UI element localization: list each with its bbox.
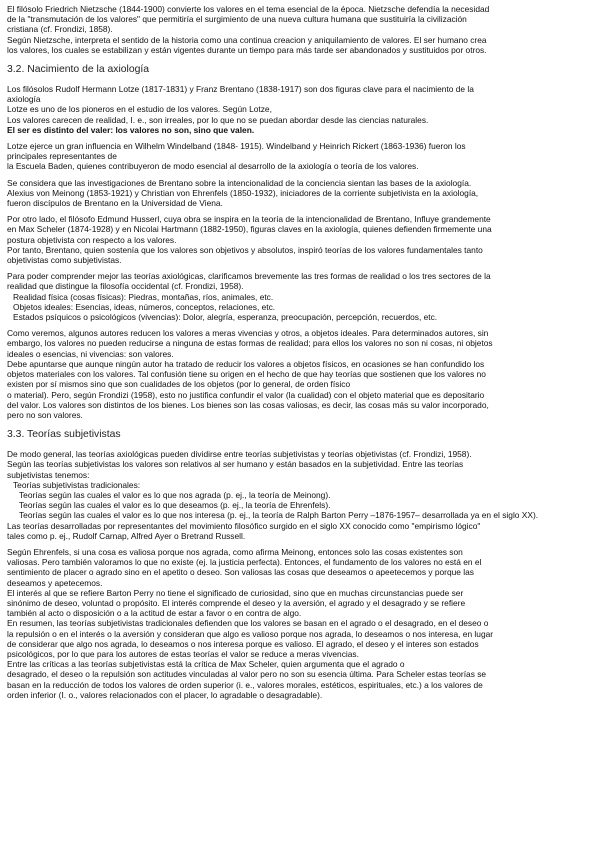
paragraph-ehrenfels: Según Ehrenfels, si una cosa es valiosa porque nos agrada, como afirma Meinong, entonces solo las cosas existentes son valiosas. Pero también valoramos lo que no existe (ej. la justicia perfecta). Entonces, el fundamento de los valores no está en el sentimiento de placer o agrado sino en el apetito o deseo. Son valiosas las cosas que deseamos o apeetecemos y porque las deseamos y apetecemos. El interés al que se refiere Barton Perry no tiene el significado de curiosidad, sino que en muchas circunstancias puede ser sinónimo de deseo, voluntad o propósito. El interés comprende el deseo y la aversión, el agrado y el desagrado y se refiere también al acto o disposición o a la actitud de estar a favor o en contra de algo. En resumen, las teorías subjetivistas tradicionales defienden que los valores se basan en el agrado o el desagrado, en el deseo o la repulsión o en el interés o la aversión y consideran que algo es valioso porque nos agrada, lo deseamos o nos interesa, en lugar de considerar que algo nos agrada, lo deseamos o nos interesa porque es valioso. El agrado, el deseo y el interes son estados psicológicos, por lo que para los autores de estas teorías el valor se reduce a meras vivencias. Entre las críticas a las teorías subjetivistas está la crítica de Max Scheler, quien argumenta que el agrado o desagrado, el deseo o la repulsión son actitudes vinculadas al valor pero no son su esencia última. Para Scheler estas teorías se basan en la reducción de todos los valores de orden superior (i. e., valores morales, estéticos, espirituales, etc.) a los valores de orden inferior (I. o., valores relacionados con el placer, lo agradable o desagradable). (7, 546, 494, 700)
paragraph-investigaciones: Se considera que las investigaciones de Brentano sobre la intencionalidad de la conciencia sientan las bases de la axiología. Alexius von Meinong (1853-1921) y Christian von Ehrenfels (1850-1932), iniciadores de la corriente subjetivista en la axiología, fueron discípulos de Brentano en la Universidad de Viena. (7, 177, 479, 209)
section-heading-3-2: 3.2. Nacimiento de la axiología (7, 64, 150, 76)
paragraph-nietzsche: El filósolo Friedrich Nietzsche (1844-1900) convierte los valores en el tema esencial de la época. Nietzsche defendía la necesidad de la "transmutación de los valores" que permitiría el surgimiento de una nueva cultura humana que sustituiría la civilización cristiana (cf. Frondizi, 1858). Según Nietzsche, interpreta el sentido de la historia como una continua creacion y aniquilamiento de valores. El ser humano crea los valores, los cuales se estabilizan y están vigentes durante un tiempo para más tarde ser abandonados y sustituidos por otros. (7, 4, 490, 55)
paragraph-reduccion: Como veremos, algunos autores reducen los valores a meras vivencias y otros, a objetos ideales. Para determinados autores, sin embargo, los valores no pueden reducirse a ninguna de estas formas de realidad; para ellos los valores no son ni cosas, ni objetos ideales o esencias, ni vivencias: son valores. Debe apuntarse que aunque ningún autor ha tratado de reducir los valores a objetos físicos, en ocasiones se han confundido los objetos materiales con los valores. Tal confusión tiene su origen en el hecho de que hay teorías que sostienen que los valores no existen por sí mismos sino que son cualidades de los objetos (por lo general, de orden físico o material). Pero, según Frondizi (1958), esto no justifica confundir el valor (la cualidad) con el objeto material que es depositario del valor. Los valores son distintos de los bienes. Los bienes son las cosas valiosas, es decir, las cosas más su valor incorporado, pero no son valores. (7, 328, 493, 420)
paragraph-husserl: Por otro lado, el filósofo Edmund Husserl, cuya obra se inspira en la teoría de la intencionalidad de Brentano, Influye grandemente en Max Scheler (1874-1928) y en Nicolai Hartmann (1882-1950), figuras claves en la axiología, quienes defienden firmemente una postura objetivista con respecto a los valores. Por tanto, Brentano, quien sostenía que los valores son objetivos y absolutos, inspiró teorías de los valores fundamentales tanto objetivistas como subjetivistas. (7, 214, 492, 266)
paragraph-windelband: Lotze ejerce un gran influencia en Wilhelm Windelband (1848- 1915). Windelband y Heinrich Rickert (1863-1936) fueron los principales representantes de la Escuela Baden, quienes contribuyeron de modo esencial al desarrollo de la axiología o teoría de los valores. (7, 141, 466, 172)
paragraph-lotze-brentano: Los filósolos Rudolf Hermann Lotze (1817-1831) y Franz Brentano (1838-1917) son dos figuras clave para el nacimiento de la axiología Lotze es uno de los pioneros en el estudio de los valores. Según Lotze, Los valores carecen de realidad, I. e., son irreales, por lo que no se puedan abordar desde las ciencias naturales. El ser es distinto del valer: los valores no son, sino que valen. (7, 84, 474, 135)
paragraph-teorias: De modo general, las teorías axiológicas pueden dividirse entre teorías subjetivistas y teorías objetivistas (cf. Frondizi, 1958). Según las teorías subjetivistas los valores son relativos al ser humano y están basados en la subjetividad. Entre las teorías subjetivistas tenemos: Teorías subjetivistas tradicionales: Teorías según las cuales el valor es lo que nos agrada (p. ej., la teoría de Meinong). Teorías según las cuales el valor es lo que deseamos (p. ej., la teoría de Ehrenfels). Teorías según las cuales el valor es lo que nos interesa (p. ej., la teoría de Ralph Barton Perry –1876-1957– desarrollada ya en el siglo XX). Las teorías desarrolladas por representantes del movimiento filosófico surgido en el siglo XX conocido como "empirismo lógico" tales como p. ej., Rudolf Carnap, Alfred Ayer o Bretrand Russell. (7, 449, 539, 541)
paragraph-formas-realidad: Para poder comprender mejor las teorías axiológicas, clarificamos brevemente las tres formas de realidad o los tres sectores de la realidad que distingue la filosofía occidental (cf. Frondizi, 1958). Realidad física (cosas físicas): Piedras, montañas, ríos, animales, etc. Objetos ideales: Esencias, ideas, números, conceptos, relaciones, etc. Estados psíquicos o psicológicos (vivencias): Dolor, alegría, esperanza, preocupación, percepción, recuerdos, etc. (7, 271, 491, 323)
section-heading-3-3: 3.3. Teorías subjetivistas (7, 429, 121, 441)
